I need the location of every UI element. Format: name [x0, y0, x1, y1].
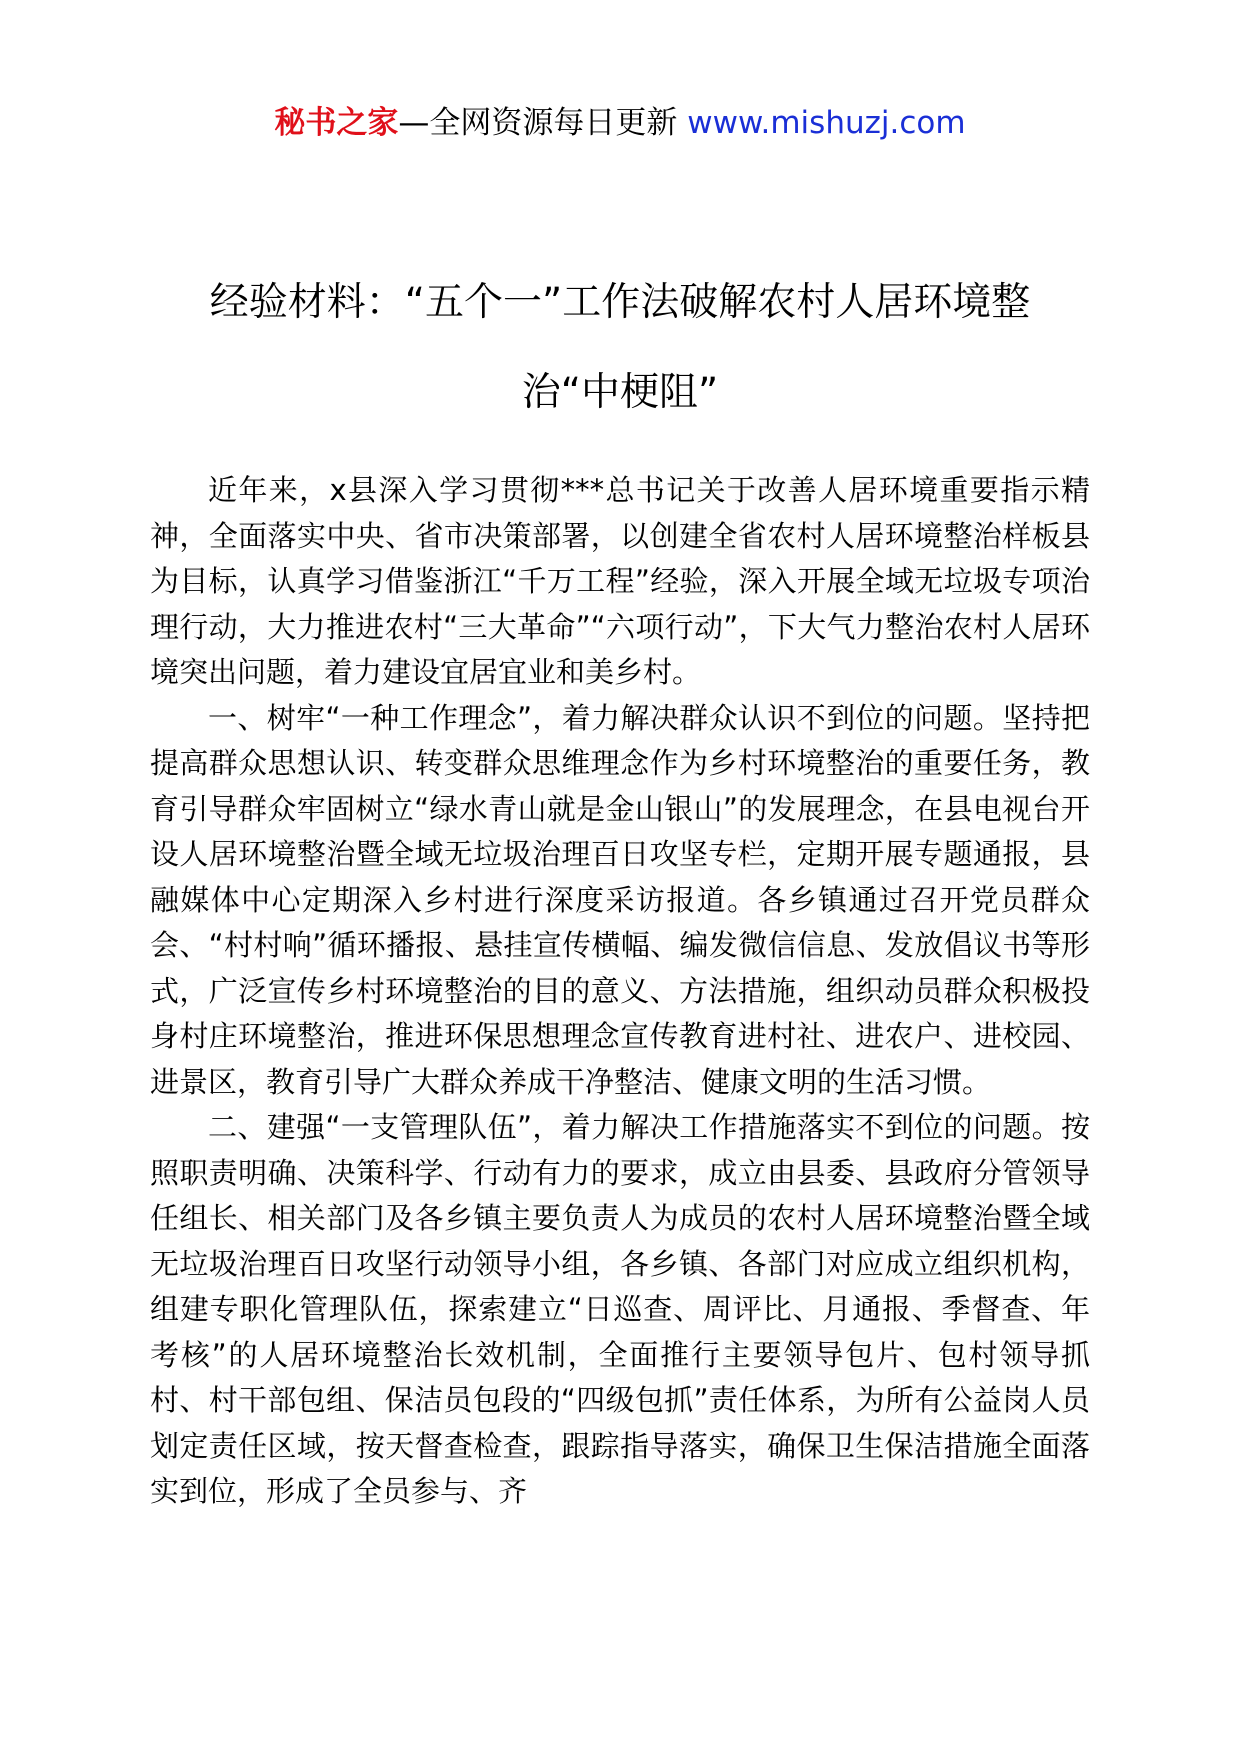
- section-2-paragraph: 二、建强“一支管理队伍”，着力解决工作措施落实不到位的问题。按照职责明确、决策科学、行动有力的要求，成立由县委、县政府分管领导任组长、相关部门及各乡镇主要负责人为成员的农村人居环境整治暨全域无垃圾治理百日攻坚行动领导小组，各乡镇、各部门对应成立组织机构，组建专职化管理队伍，探索建立“日巡查、周评比、月通报、季督查、年考核”的人居环境整治长效机制，全面推行主要领导包片、包村领导抓村、村干部包组、保洁员包段的“四级包抓”责任体系，为所有公益岗人员划定责任区域，按天督查检查，跟踪指导落实，确保卫生保洁措施全面落实到位，形成了全员参与、齐: [150, 1110, 1090, 1508]
- intro-paragraph: 近年来，x县深入学习贯彻***总书记关于改善人居环境重要指示精神，全面落实中央、省市决策部署，以创建全省农村人居环境整治样板县为目标，认真学习借鉴浙江“千万工程”经验，深入开展全域无垃圾专项治理行动，大力推进农村“三大革命”“六项行动”，下大气力整治农村人居环境突出问题，着力建设宜居宜业和美乡村。: [150, 473, 1090, 689]
- site-url-link[interactable]: www.mishuzj.com: [687, 105, 966, 141]
- document-title: [150, 258, 1090, 438]
- section-1-paragraph: 一、树牢“一种工作理念”，着力解决群众认识不到位的问题。坚持把提高群众思想认识、转变群众思维理念作为乡村环境整治的重要任务，教育引导群众牢固树立“绿水青山就是金山银山”的发展理念，在县电视台开设人居环境整治暨全域无垃圾治理百日攻坚专栏，定期开展专题通报，县融媒体中心定期深入乡村进行深度采访报道。各乡镇通过召开党员群众会、“村村响”循环播报、悬挂宣传横幅、编发微信信息、发放倡议书等形式，广泛宣传乡村环境整治的目的意义、方法措施，组织动员群众积极投身村庄环境整治，推进环保思想理念宣传教育进村社、进农户、进校园、进景区，教育引导广大群众养成干净整洁、健康文明的生活习惯。: [150, 700, 1090, 1099]
- title-line-2: 治“中梗阻”: [521, 370, 719, 415]
- brand-name: 秘书之家: [274, 105, 399, 141]
- site-header: [0, 98, 1240, 148]
- header-slogan: —全网资源每日更新: [398, 105, 688, 141]
- title-line-1: 经验材料：“五个一”工作法破解农村人居环境整: [209, 280, 1031, 325]
- document-body: [150, 468, 1090, 1515]
